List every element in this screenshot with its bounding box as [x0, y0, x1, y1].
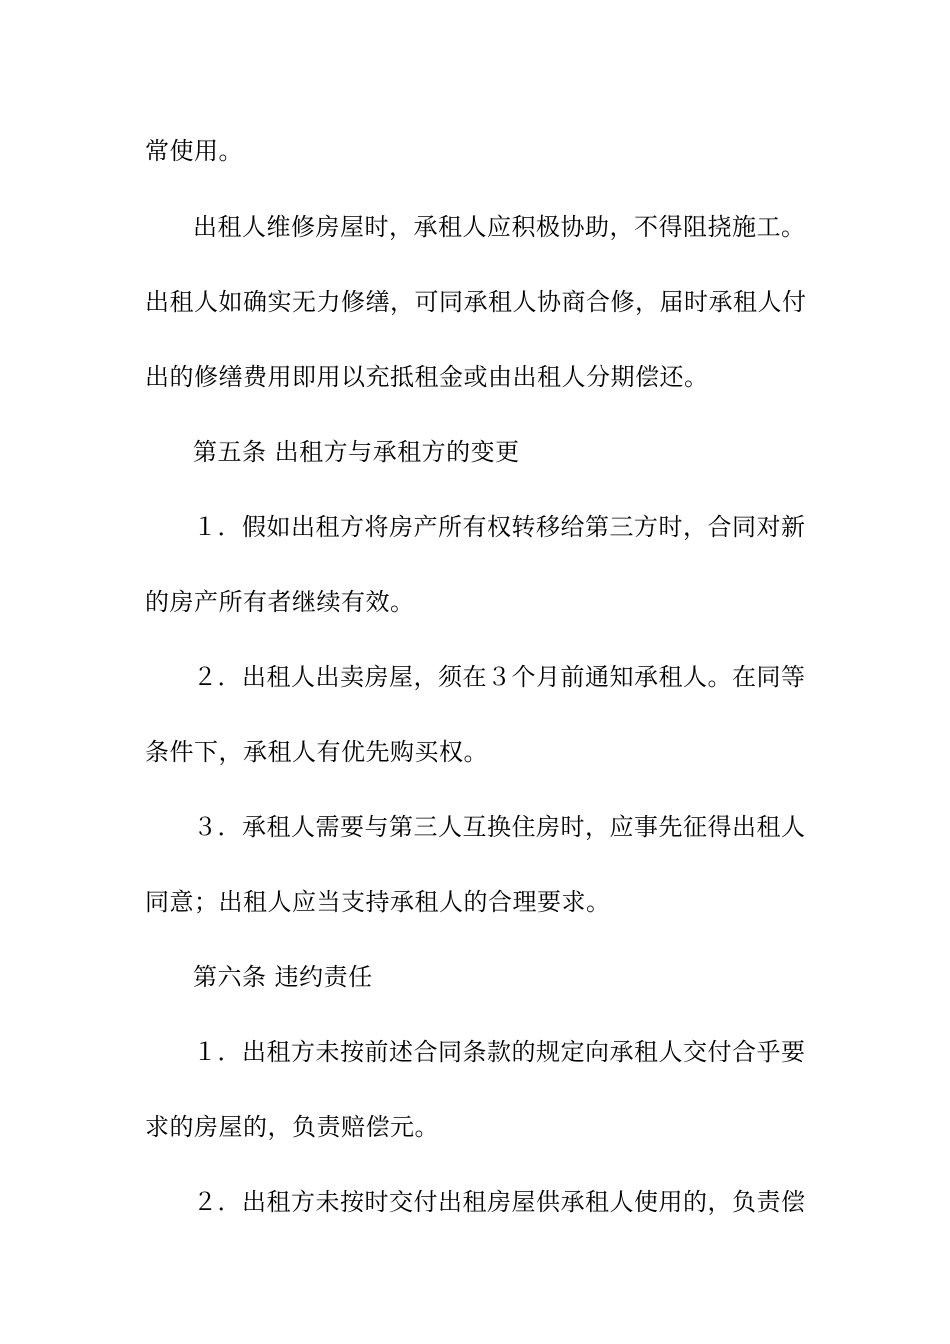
- section-heading: 第五条 出租方与承租方的变更: [193, 438, 520, 466]
- paragraph-line: ２．出租人出卖房屋，须在３个月前通知承租人。在同等: [193, 663, 806, 691]
- paragraph-line: 出租人维修房屋时，承租人应积极协助，不得阻挠施工。: [193, 213, 806, 241]
- paragraph-line: ３．承租人需要与第三人互换住房时，应事先征得出租人: [193, 813, 806, 841]
- paragraph-line: １．假如出租方将房产所有权转移给第三方时，合同对新: [193, 513, 806, 541]
- paragraph-line: 的房产所有者继续有效。: [145, 588, 415, 616]
- paragraph-line: １．出租方未按前述合同条款的规定向承租人交付合乎要: [193, 1038, 806, 1066]
- paragraph-line: 出租人如确实无力修缮，可同承租人协商合修，届时承租人付: [145, 288, 807, 316]
- paragraph-line: 常使用。: [145, 137, 243, 165]
- section-heading: 第六条 违约责任: [193, 963, 373, 991]
- paragraph-line: 求的房屋的，负责赔偿元。: [145, 1113, 439, 1141]
- paragraph-line: 条件下，承租人有优先购买权。: [145, 738, 488, 766]
- paragraph-line: 出的修缮费用即用以充抵租金或由出租人分期偿还。: [145, 363, 709, 391]
- paragraph-line: ２．出租方未按时交付出租房屋供承租人使用的，负责偿: [193, 1188, 806, 1216]
- paragraph-line: 同意；出租人应当支持承租人的合理要求。: [145, 888, 611, 916]
